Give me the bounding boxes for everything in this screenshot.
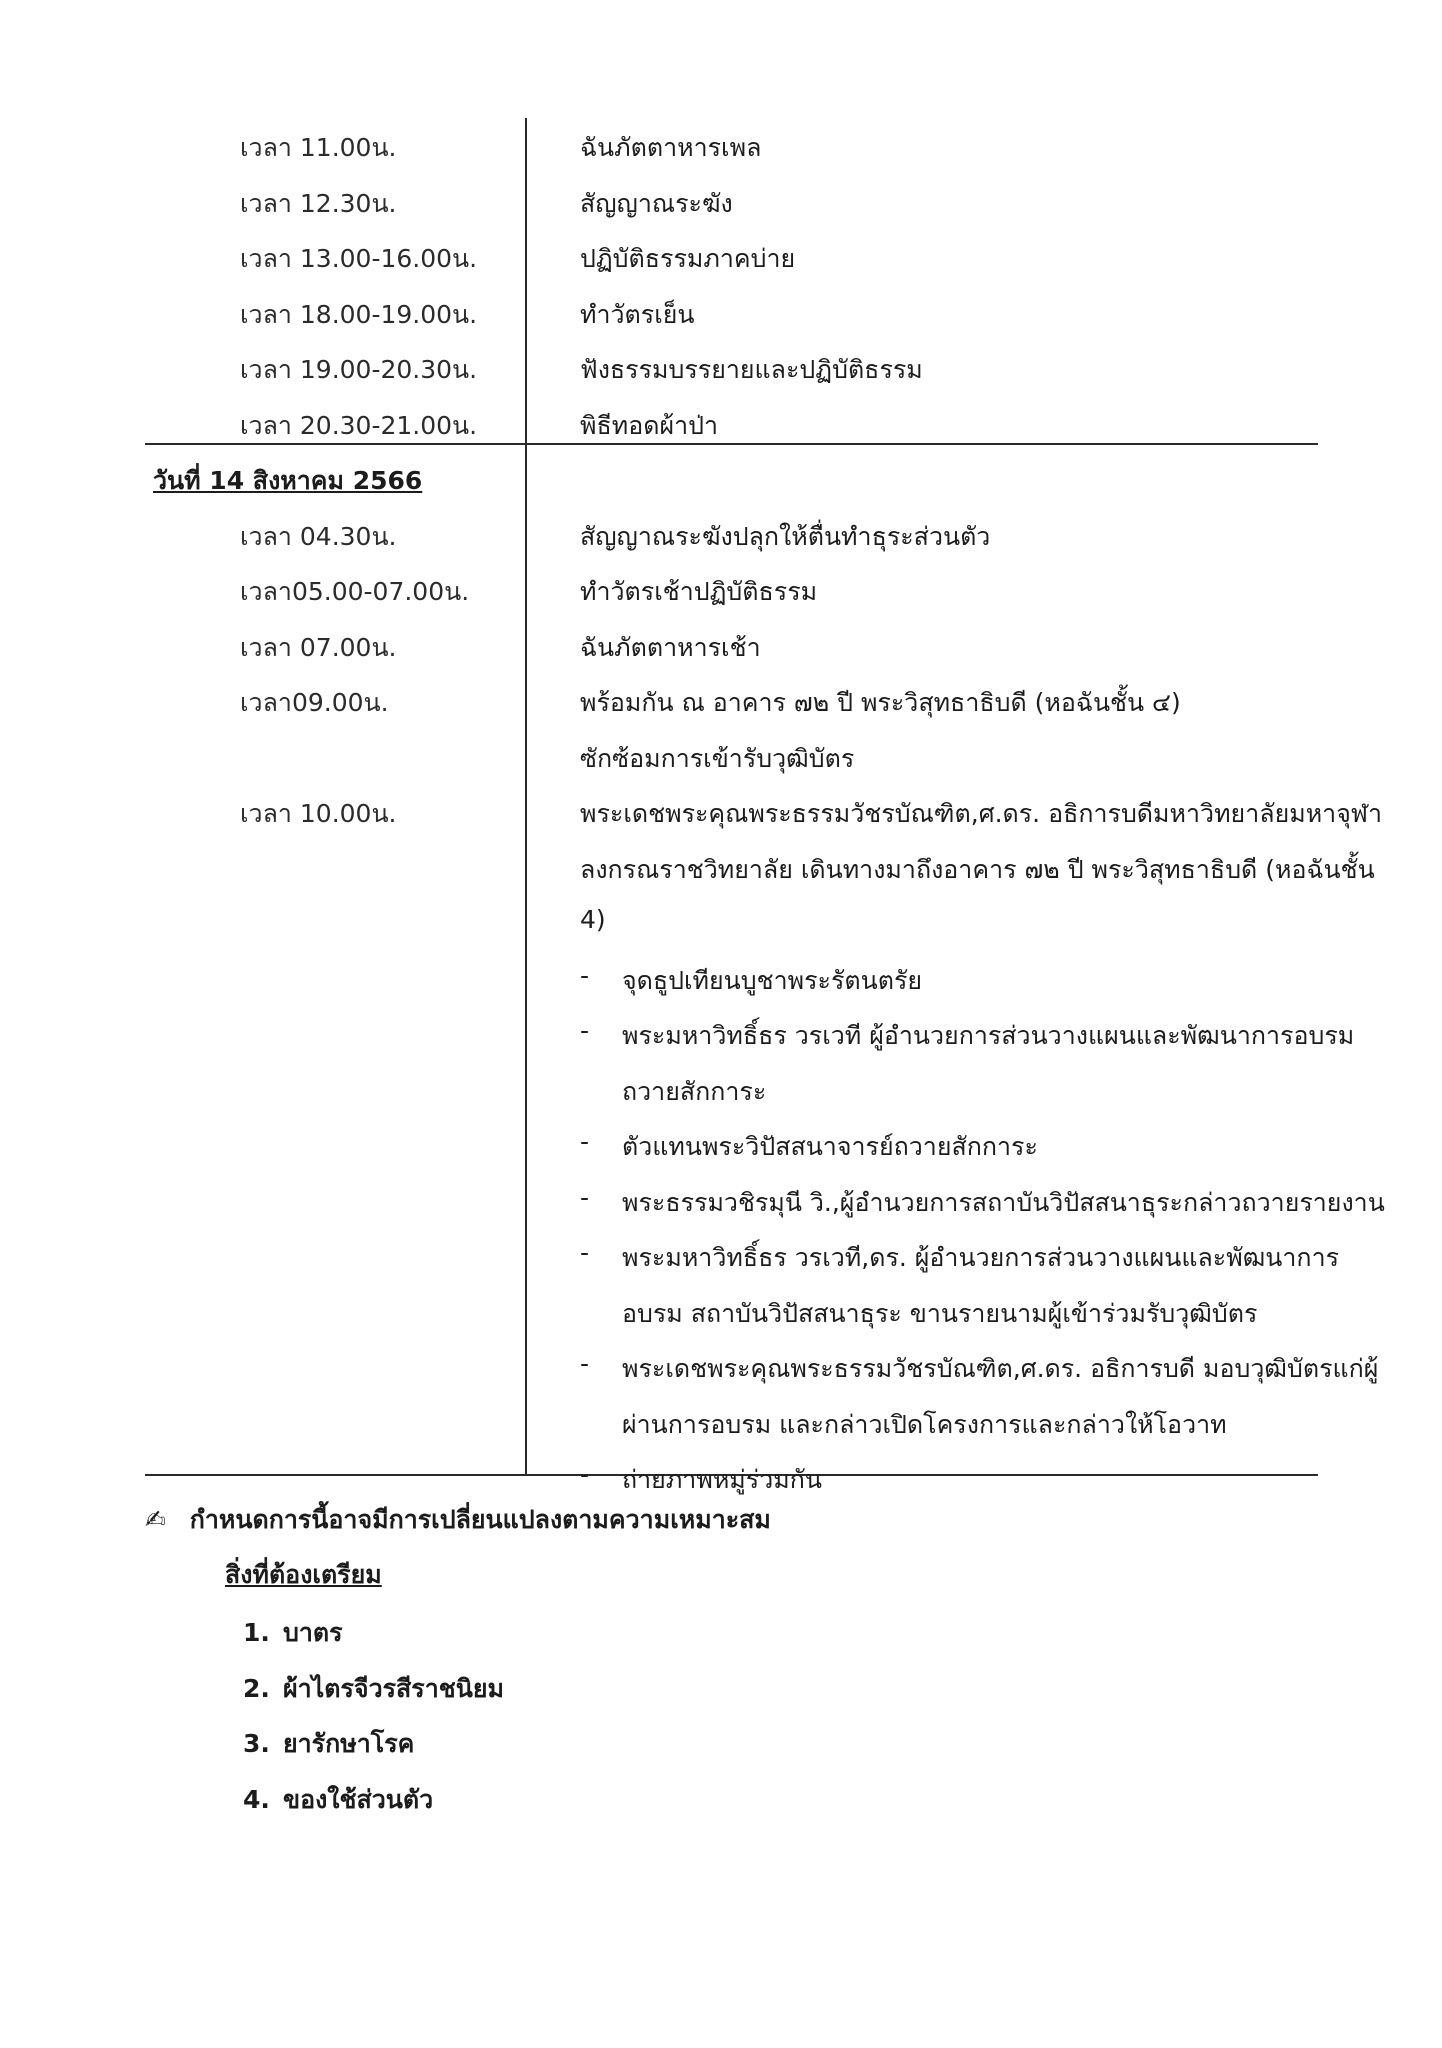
day-heading: วันที่ 14 สิงหาคม 2566 bbox=[153, 466, 423, 495]
prep-item-number: 1. bbox=[243, 1618, 270, 1647]
bullet-text: พระธรรมวชิรมุนี วิ.,ผู้อำนวยการสถาบันวิปัสสนาธุระกล่าวถวายรายงาน bbox=[622, 1187, 1385, 1217]
bullet-text: ผ่านการอบรม และกล่าวเปิดโครงการและกล่าวให้โอวาท bbox=[622, 1409, 1227, 1439]
schedule-activity: พร้อมกัน ณ อาคาร ๗๒ ปี พระวิสุทธาธิบดี (หอฉันชั้น ๔) bbox=[580, 688, 1181, 717]
schedule-row bbox=[145, 174, 1318, 230]
schedule-time: เวลา09.00น. bbox=[240, 688, 389, 717]
schedule-activity: สัญญาณระฆัง bbox=[580, 188, 733, 218]
prep-item bbox=[243, 1724, 414, 1764]
schedule-row bbox=[145, 895, 1318, 951]
bullet-mark: - bbox=[580, 960, 590, 990]
schedule-row bbox=[145, 340, 1318, 396]
schedule-row bbox=[145, 618, 1318, 674]
bullet-row bbox=[145, 1284, 1318, 1340]
prep-item-text: ผ้าไตรจีวรสีราชนิยม bbox=[283, 1673, 504, 1703]
bullet-text: พระมหาวิทธิ์ธร วรเวที ผู้อำนวยการส่วนวางแผนและพัฒนาการอบรม bbox=[622, 1021, 1355, 1050]
schedule-time: เวลา 19.00-20.30น. bbox=[240, 355, 478, 384]
schedule-activity: ทำวัตรเช้าปฏิบัติธรรม bbox=[580, 577, 818, 606]
prep-item-text: ยารักษาโรค bbox=[283, 1729, 415, 1758]
day-heading-row bbox=[145, 451, 1318, 507]
prep-item bbox=[243, 1669, 504, 1709]
bullet-row bbox=[145, 1117, 1318, 1173]
schedule-activity: สัญญาณระฆังปลุกให้ตื่นทำธุระส่วนตัว bbox=[580, 521, 991, 551]
schedule-activity: ปฏิบัติธรรมภาคบ่าย bbox=[580, 244, 796, 273]
schedule-time: เวลา 07.00น. bbox=[240, 632, 397, 662]
prep-item-number: 2. bbox=[243, 1673, 270, 1703]
schedule-row bbox=[145, 118, 1318, 174]
prep-item bbox=[243, 1780, 433, 1820]
schedule-row bbox=[145, 673, 1318, 729]
schedule-activity: 4) bbox=[580, 905, 606, 934]
bullet-row bbox=[145, 951, 1318, 1007]
schedule-row bbox=[145, 507, 1318, 563]
schedule-time: เวลา 11.00น. bbox=[240, 133, 397, 162]
schedule-activity: ฉันภัตตาหารเพล bbox=[580, 133, 762, 162]
schedule-activity: ทำวัตรเย็น bbox=[580, 299, 695, 329]
schedule-activity: ลงกรณราชวิทยาลัย เดินทางมาถึงอาคาร ๗๒ ปี พระวิสุทธาธิบดี (หอฉันชั้น bbox=[580, 854, 1375, 884]
bullet-text: พระมหาวิทธิ์ธร วรเวที,ดร. ผู้อำนวยการส่วนวางแผนและพัฒนาการ bbox=[622, 1243, 1340, 1272]
bullet-mark: - bbox=[580, 1016, 590, 1045]
note-text: กำหนดการนี้อาจมีการเปลี่ยนแปลงตามความเหมาะสม bbox=[189, 1505, 771, 1534]
schedule-row bbox=[145, 840, 1375, 896]
bullet-row bbox=[145, 1006, 1355, 1062]
schedule-time: เวลา 20.30-21.00น. bbox=[240, 410, 478, 440]
bullet-mark: - bbox=[580, 1127, 590, 1156]
schedule-row bbox=[145, 729, 1318, 785]
schedule-time: เวลา 13.00-16.00น. bbox=[240, 244, 478, 273]
schedule-note bbox=[145, 1500, 771, 1540]
bullet-text: อบรม สถาบันวิปัสสนาธุระ ขานรายนามผู้เข้าร่วมรับวุฒิบัตร bbox=[622, 1298, 1258, 1328]
prep-title: สิ่งที่ต้องเตรียม bbox=[225, 1560, 382, 1589]
bullet-text: จุดธูปเทียนบูชาพระรัตนตรัย bbox=[622, 965, 923, 995]
schedule-time: เวลา 10.00น. bbox=[240, 799, 397, 828]
schedule-row bbox=[145, 285, 1318, 341]
prep-item bbox=[243, 1613, 343, 1653]
bullet-mark: - bbox=[580, 1460, 590, 1489]
schedule-activity: พระเดชพระคุณพระธรรมวัชรบัณฑิต,ศ.ดร. อธิการบดีมหาวิทยาลัยมหาจุฬา bbox=[580, 799, 1382, 828]
bullet-row bbox=[145, 1395, 1318, 1451]
schedule-activity: พิธีทอดผ้าป่า bbox=[580, 410, 719, 440]
schedule-time: เวลา05.00-07.00น. bbox=[240, 577, 470, 606]
bullet-row bbox=[145, 1062, 1318, 1118]
schedule-activity: ฟังธรรมบรรยายและปฏิบัติธรรม bbox=[580, 355, 923, 384]
bullet-row bbox=[145, 1450, 1318, 1506]
bullet-row bbox=[145, 1228, 1340, 1284]
schedule-time: เวลา 12.30น. bbox=[240, 188, 397, 218]
pen-icon: ✍ bbox=[145, 1505, 166, 1534]
bullet-row bbox=[145, 1173, 1385, 1229]
schedule-activity: ซักซ้อมการเข้ารับวุฒิบัตร bbox=[580, 743, 855, 773]
schedule-time: เวลา 04.30น. bbox=[240, 521, 397, 551]
bullet-mark: - bbox=[580, 1238, 590, 1267]
schedule-time: เวลา 18.00-19.00น. bbox=[240, 299, 478, 329]
prep-item-text: บาตร bbox=[283, 1618, 343, 1647]
bullet-mark: - bbox=[580, 1182, 590, 1212]
schedule-row bbox=[145, 562, 1318, 618]
prep-item-number: 3. bbox=[243, 1729, 270, 1758]
bullet-text: พระเดชพระคุณพระธรรมวัชรบัณฑิต,ศ.ดร. อธิการบดี มอบวุฒิบัตรแก่ผู้ bbox=[622, 1354, 1379, 1383]
bullet-row bbox=[145, 1339, 1379, 1395]
schedule-row bbox=[145, 784, 1382, 840]
schedule-row bbox=[145, 396, 1318, 452]
bullet-text: ถวายสักการะ bbox=[622, 1076, 767, 1106]
prep-item-text: ของใช้ส่วนตัว bbox=[283, 1784, 434, 1814]
schedule-row bbox=[145, 229, 1318, 285]
schedule-activity: ฉันภัตตาหารเช้า bbox=[580, 632, 761, 662]
bullet-text: ถ่ายภาพหมู่ร่วมกัน bbox=[622, 1465, 822, 1494]
prep-item-number: 4. bbox=[243, 1784, 270, 1814]
bullet-mark: - bbox=[580, 1349, 590, 1378]
bullet-text: ตัวแทนพระวิปัสสนาจารย์ถวายสักการะ bbox=[622, 1132, 1038, 1161]
